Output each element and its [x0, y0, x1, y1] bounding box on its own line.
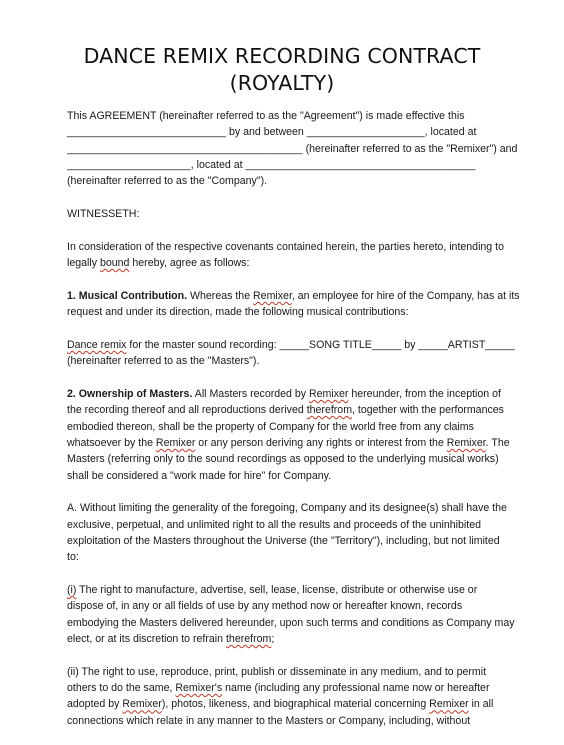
- spellcheck-word: therefrom: [225, 633, 272, 645]
- section-1-line: [67, 288, 520, 304]
- spellcheck-word: bound: [99, 257, 130, 270]
- spellcheck-word: Remixer: [308, 387, 349, 400]
- section-2-line: [67, 386, 507, 402]
- text-run: ), photos, likeness, and biographical material concerning: [161, 698, 430, 711]
- intro-line: ________________________________________ (hereinafter referred to as the "Remixer") and: [67, 142, 518, 155]
- text-run: , together with the performances: [352, 404, 504, 417]
- item-i-line: [67, 582, 507, 598]
- text-run: , an employee for hire of the Company, has at its: [291, 289, 520, 302]
- masters-line: (hereinafter referred to as the "Masters").: [67, 355, 260, 368]
- item-i-paragraph: [67, 582, 515, 647]
- spellcheck-word: Remixer: [429, 698, 469, 711]
- text-run: hereby, agree as follows:: [129, 257, 250, 270]
- text-run: The right to manufacture, advertise, sell, lease, license, distribute or otherwise use or: [76, 583, 478, 596]
- spellcheck-word: therefrom: [306, 404, 353, 417]
- text-run: legally: [67, 257, 100, 270]
- text-run: . The: [485, 436, 510, 449]
- document-title: DANCE REMIX RECORDING CONTRACT: [83, 44, 481, 68]
- spellcheck-word: Remixer: [122, 698, 162, 711]
- section-2-line: [67, 402, 507, 418]
- item-i-line: dispose of, in any or all fields of use by any method now or hereafter known, records: [67, 600, 463, 613]
- item-ii-line: [67, 696, 507, 712]
- section-2-line: shall be considered a "work made for hire" for Company.: [67, 469, 332, 482]
- section-2-paragraph: [67, 386, 510, 484]
- text-run: ;: [271, 633, 275, 645]
- subsection-a-line: exploitation of the Masters throughout the Universe (the "Territory"), including, but not limited: [67, 534, 500, 547]
- text-run: others to do the same,: [67, 682, 176, 695]
- text-run: or any person deriving any rights or interest from the: [195, 436, 447, 449]
- item-ii-line: connections which relate in any manner to the Masters or Company, including, without: [67, 714, 471, 727]
- spellcheck-word: Remixer: [446, 436, 486, 449]
- section-1-paragraph: [67, 288, 520, 321]
- text-run: All Masters recorded by: [192, 387, 309, 400]
- masters-paragraph: [67, 337, 515, 370]
- subsection-a-line: A. Without limiting the generality of the foregoing, Company and its designee(s) shall have the: [67, 502, 507, 515]
- section-2-line: embodied thereon, shall be the property of Company for the world free from any claims: [67, 420, 474, 433]
- spellcheck-word: (i): [67, 583, 77, 596]
- document-subtitle: (ROYALTY): [229, 71, 335, 95]
- spellcheck-word: Remixer's: [175, 682, 223, 695]
- text-run: Whereas the: [187, 289, 254, 302]
- spellcheck-word: Remixer: [155, 436, 196, 449]
- subsection-a-paragraph: [67, 500, 507, 565]
- consideration-line: [67, 255, 507, 271]
- text-run: whatsoever by the: [67, 436, 156, 449]
- consideration-line: In consideration of the respective covenants contained herein, the parties hereto, intending to: [67, 240, 504, 253]
- masters-line: [67, 337, 515, 353]
- text-run: for the master sound recording: _____SONG TITLE_____ by _____ARTIST_____: [126, 338, 515, 351]
- text-run: hereunder, from the inception of: [348, 387, 501, 400]
- witnesseth-text: WITNESSETH:: [67, 208, 140, 221]
- item-ii-paragraph: [67, 664, 507, 729]
- consideration-paragraph: [67, 239, 507, 272]
- item-ii-line: [67, 680, 507, 696]
- subsection-a-line: to:: [67, 551, 79, 564]
- item-ii-line: (ii) The right to use, reproduce, print, publish or disseminate in any medium, and to permit: [67, 665, 487, 678]
- item-i-line: [67, 631, 507, 647]
- text-run: elect, or at its discretion to refrain: [67, 633, 226, 645]
- text-run: name (including any professional name now or hereafter: [222, 682, 490, 695]
- intro-line: (hereinafter referred to as the "Company").: [67, 175, 268, 188]
- intro-line: _____________________, located at _______________________________________: [67, 159, 476, 172]
- section-2-line: Masters (referring only to the sound recordings as opposed to the underlying musical works): [67, 453, 499, 466]
- section-1-heading: 1. Musical Contribution.: [67, 289, 188, 302]
- witnesseth-heading: [67, 206, 507, 222]
- text-run: the recording thereof and all reproductions derived: [67, 404, 307, 417]
- text-run: in all: [468, 698, 494, 711]
- item-i-line: embodying the Masters delivered hereunder, upon such terms and conditions as Company may: [67, 616, 515, 629]
- intro-paragraph: [67, 108, 518, 190]
- section-2-heading: 2. Ownership of Masters.: [67, 387, 193, 400]
- text-run: adopted by: [67, 698, 123, 711]
- section-2-line: [67, 435, 510, 451]
- document-body: [67, 108, 520, 745]
- section-1-line: request and under its direction, made the following musical contributions:: [67, 306, 409, 319]
- intro-line: This AGREEMENT (hereinafter referred to as the "Agreement") is made effective this: [67, 110, 465, 122]
- spellcheck-word: Remixer: [253, 289, 292, 302]
- subsection-a-line: exclusive, perpetual, and unlimited right to all the results and proceeds of the uninhibited: [67, 518, 481, 531]
- intro-line: ___________________________ by and between ____________________, located at: [67, 126, 477, 139]
- spellcheck-word: Dance remix: [67, 338, 127, 351]
